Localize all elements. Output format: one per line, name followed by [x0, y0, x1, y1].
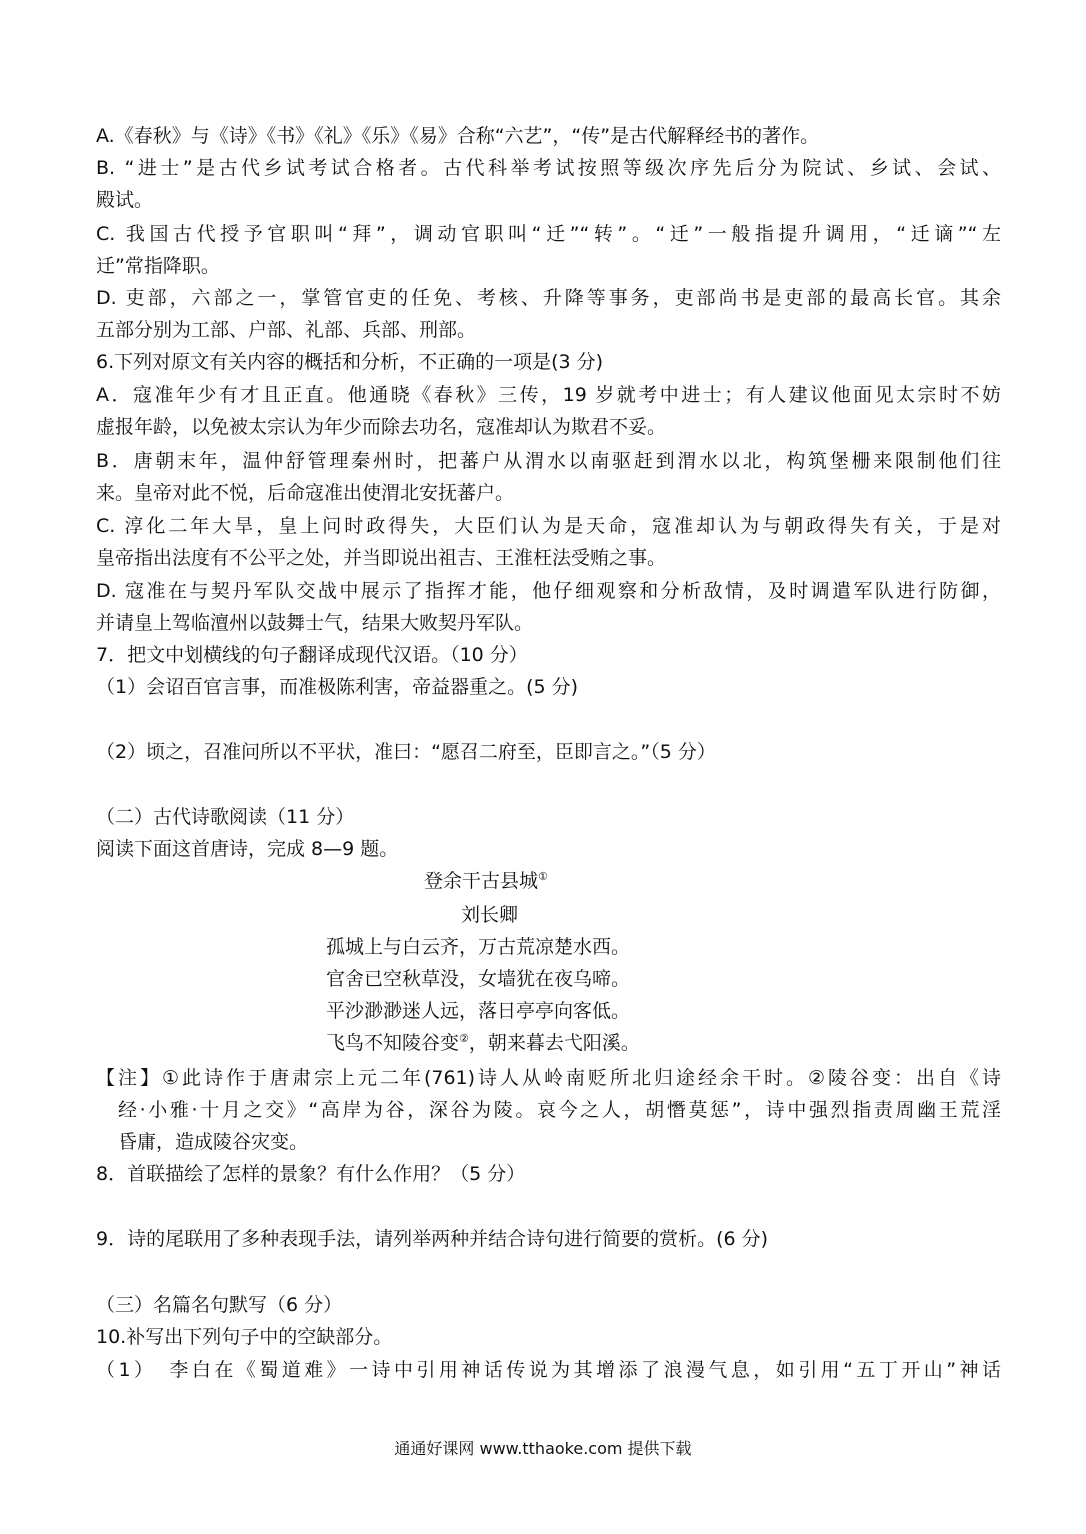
q6-option-b-line-1: B．唐朝末年，温仲舒管理秦州时，把蕃户从渭水以南驱赶到渭水以北，构筑堡栅来限制他们往 [96, 450, 1001, 472]
q6-option-d-line-2: 并请皇上驾临澶州以鼓舞士气，结果大败契丹军队。 [96, 612, 534, 634]
section-3-heading: （三）名篇名句默写（6 分） [96, 1294, 343, 1316]
poem-author: 刘长卿 [461, 904, 519, 926]
question-10-1: （1） 李白在《蜀道难》一诗中引用神话传说为其增添了浪漫气息，如引用“五丁开山”神话 [96, 1359, 1001, 1381]
option-d-line-1: D. 吏部，六部之一，掌管官吏的任免、考核、升降等事务，吏部尚书是吏部的最高长官。其余 [96, 287, 1001, 309]
q6-option-c-line-1: C. 淳化二年大旱，皇上问时政得失，大臣们认为是天命，寇准却认为与朝政得失有关，于是对 [96, 515, 1001, 537]
option-c-line-2: 迁”常指降职。 [96, 255, 220, 277]
q6-option-d-line-1: D. 寇准在与契丹军队交战中展示了指挥才能，他仔细观察和分析敌情，及时调遣军队进行防御， [96, 580, 1001, 602]
poem-title-text: 登余干古县城 [424, 870, 539, 892]
q6-option-c-line-2: 皇帝指出法度有不公平之处，并当即说出祖吉、王淮枉法受贿之事。 [96, 547, 667, 569]
option-b-line-2: 殿试。 [96, 189, 154, 211]
option-c-line-1: C. 我国古代授予官职叫“拜”，调动官职叫“迁”“转”。“迁”一般指提升调用，“迁谪”“左 [96, 223, 1001, 245]
question-8: 8．首联描绘了怎样的景象？有什么作用？（5 分） [96, 1163, 526, 1185]
poem-note-line-1: 【注】①此诗作于唐肃宗上元二年(761)诗人从岭南贬所北归途经余干时。②陵谷变：出自《诗 [96, 1067, 1001, 1089]
poem-title [424, 867, 548, 895]
option-b-line-1: B. “进士”是古代乡试考试合格者。古代科举考试按照等级次序先后分为院试、乡试、会试、 [96, 157, 1001, 179]
poem-line-4-note-mark: ② [459, 1032, 469, 1045]
question-7: 7．把文中划横线的句子翻译成现代汉语。（10 分） [96, 644, 528, 666]
section-2-heading: （二）古代诗歌阅读（11 分） [96, 806, 355, 828]
question-10: 10.补写出下列句子中的空缺部分。 [96, 1326, 393, 1348]
question-7-2: （2）顷之，召准问所以不平状，准曰：“愿召二府至，臣即言之。”（5 分） [96, 741, 716, 763]
poem-line-2: 官舍已空秋草没，女墙犹在夜乌啼。 [326, 968, 631, 990]
poem-line-4-part-1: 飞鸟不知陵谷变 [326, 1032, 460, 1054]
q6-option-b-line-2: 来。皇帝对此不悦，后命寇准出使渭北安抚蕃户。 [96, 482, 515, 504]
poem-title-note-mark: ① [538, 870, 548, 883]
poem-instruction: 阅读下面这首唐诗，完成 8—9 题。 [96, 838, 399, 860]
option-d-line-2: 五部分别为工部、户部、礼部、兵部、刑部。 [96, 319, 477, 341]
poem-line-4 [326, 1029, 640, 1057]
option-a-line: A.《春秋》与《诗》《书》《礼》《乐》《易》合称“六艺”，“传”是古代解释经书的著作。 [96, 125, 820, 147]
poem-note-line-2: 经·小雅·十月之交》“高岸为谷，深谷为陵。哀今之人，胡憯莫惩”，诗中强烈指责周幽王荒淫 [118, 1099, 1001, 1121]
question-7-1: （1）会诏百官言事，而准极陈利害，帝益器重之。(5 分) [96, 676, 579, 698]
poem-note-line-3: 昏庸，造成陵谷灾变。 [118, 1131, 309, 1153]
poem-line-4-part-2: ，朝来暮去弋阳溪。 [468, 1032, 640, 1054]
q6-option-a-line-2: 虚报年龄，以免被太宗认为年少而除去功名，寇准却认为欺君不妥。 [96, 416, 667, 438]
page-footer: 通通好课网 www.tthaoke.com 提供下载 [394, 1439, 692, 1458]
poem-line-1: 孤城上与白云齐，万古荒凉楚水西。 [326, 936, 631, 958]
question-9: 9．诗的尾联用了多种表现手法，请列举两种并结合诗句进行简要的赏析。(6 分) [96, 1228, 769, 1250]
poem-line-3: 平沙渺渺迷人远，落日亭亭向客低。 [326, 1000, 631, 1022]
q6-option-a-line-1: A．寇准年少有才且正直。他通晓《春秋》三传，19 岁就考中进士；有人建议他面见太宗时不妨 [96, 384, 1001, 406]
question-6: 6.下列对原文有关内容的概括和分析，不正确的一项是(3 分) [96, 351, 604, 373]
